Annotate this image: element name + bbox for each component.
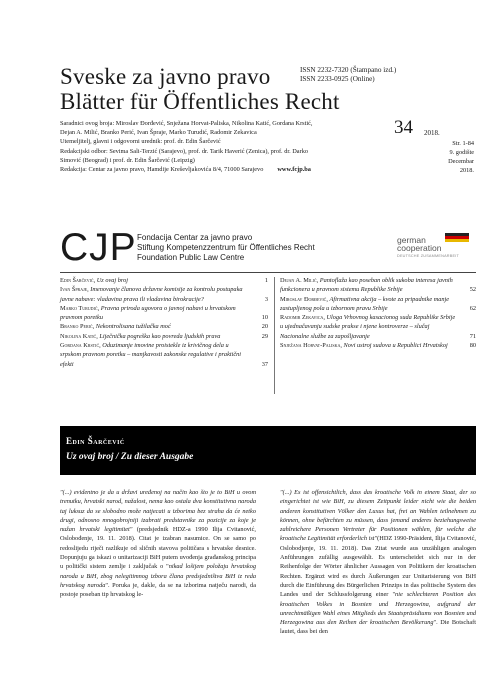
journal-title-german: Blätter für Öffentliches Recht <box>60 89 340 114</box>
address-text: Redakcija: Centar za javno pravo, Hamdije Kreševljakovića 8/4, 71000 Sarajevo <box>60 166 264 174</box>
toc-entry-text <box>60 341 250 369</box>
issn-online: ISSN 2233-0925 (Online) <box>300 75 375 83</box>
toc-page-number: 20 <box>261 323 268 331</box>
credits-line: Redakcijski odbor: Sevima Sali-Terzić (Sarajevo), prof. dr. Tarik Haverić (Zenica), prof. dr. Darko <box>60 147 308 155</box>
toc-author: Ivan Špraje, <box>60 286 89 294</box>
article-column-bosnian <box>60 488 256 600</box>
toc-page-number: 29 <box>261 332 268 340</box>
toc-title: Afirmativna akcija – kvote za pripadnike manje zastupljenog pola u izbornom pravu Srbije <box>280 295 450 312</box>
issue-volume: 9. godište <box>449 149 474 156</box>
journal-title-bosnian: Sveske za javno pravo <box>60 64 271 89</box>
toc-page-number: 1 <box>264 277 268 284</box>
banner-subtitle: Uz ovaj broj / Zu dieser Ausgabe <box>66 452 194 462</box>
toc-author: Gordana Krstić, <box>60 342 101 350</box>
toc-page-number: 52 <box>469 286 476 294</box>
partner-word-2: cooperation <box>397 243 442 253</box>
credits-line <box>60 165 432 174</box>
toc-page-number: 71 <box>469 332 476 340</box>
toc-entry-text <box>60 332 250 341</box>
toc-author: Miroslav Đorđević, <box>280 295 328 303</box>
issn-block <box>300 66 396 84</box>
foundation-names <box>137 233 315 263</box>
cjp-logo: CJP <box>60 226 137 269</box>
toc-title: Uloga Vrhovnog kasacionog suda Republike Srbije u ujednačavanju sudske prakse i njene kontroverze – slučaj Nacionalne službe za zapošljavanje <box>280 314 456 340</box>
issue-info <box>394 118 474 175</box>
opening-quote: "(...) evidentno je da u državi uređenoj na način kao što je to BiH u ovom trenutku, hrvatski narod, nažalost, nema kao ostala dva konstitutivna naroda taj luksuz da se slobodno može natjecati u izborima bez straha da će netko drugi, odnosno mnogobrojniji izabrati predstavnike za pozicije za koje je nužan hrvatski legitimitet" <box>60 489 256 534</box>
toc-title: Oduzimanje imovine proistekle iz krivičnog dela u srpskom pravnom poretku – manjkavosti zakonske regulative i praktični efekti <box>60 342 242 368</box>
toc-page-number: 3 <box>264 295 268 303</box>
toc-author: Dejan A. Milić, <box>280 277 319 284</box>
opening-quote: "(...) Es ist offensichtlich, dass das kroatische Volk in einem Staat, der so eingerichtet ist wie BiH, zu diesem Zeitpunkt leider nicht wie die beiden anderen konstitutiven Völker den Luxus hat, frei an Wahlen teilnehmen zu können, ohne befürchten zu müssen, dass jemand anderes beziehungsweise zahlreichere Personen Vertreter für Positionen wählen, für welche die kroatische Legitimität erforderlich ist" <box>280 489 476 543</box>
foundation-name-bs: Fondacija Centar za javno pravo <box>137 233 253 242</box>
credits-line: Dejan A. Milić, Branko Perić, Ivan Špraje, Marko Turudić, Radomir Zekavica <box>60 129 257 137</box>
german-cooperation-subtext: DEUTSCHE ZUSAMMENARBEIT <box>397 254 459 258</box>
foundation-name-de: Stiftung Kompetenzzentrum für Öffentliches Recht <box>137 243 315 252</box>
issue-month: Decembar <box>448 158 474 165</box>
toc-author: Nikolina Katić, <box>60 332 98 340</box>
toc-entry[interactable] <box>60 332 268 341</box>
toc-entry-text <box>280 341 458 350</box>
foundation-name-en: Foundation Public Law Centre <box>137 253 245 262</box>
inline-quote: nikad lošijem položaju hrvatskog naroda u BiH, zbog nelegitimnog izbora člana predsjedništva BiH iz reda hrvatskog naroda <box>60 563 256 589</box>
divider <box>60 272 476 273</box>
toc-page-number: 80 <box>469 342 476 350</box>
toc-left-column <box>60 276 268 369</box>
credits-line: Saradnici ovog broja: Miroslav Đorđević, Snježana Horvat-Paliska, Nikolina Katić, Gordana Krstić, <box>60 120 313 127</box>
toc-author: Snježana Horvat-Paliska, <box>280 342 342 350</box>
toc-divider <box>274 277 275 394</box>
toc-page-number: 37 <box>261 360 268 368</box>
inline-quote: nie schlechteren Position des kroatischen Volkes in Bosnien und Herzegowina, aufgrund der unrechtmäßigen Wahl eines Mitglieds des Staatspräsidiums von Bosnien und Herzegowina aus den Reihen der kroatischen Bevölkerung <box>280 591 477 627</box>
toc-page-number: 10 <box>261 314 268 322</box>
toc-entry[interactable] <box>60 276 268 285</box>
toc-right-column <box>280 276 476 350</box>
toc-entry[interactable] <box>280 295 476 314</box>
toc-title: Pantoflaža kao poseban oblik sukoba interesa javnih funkcionera u pravnom sistemu Republike Srbije <box>280 277 453 294</box>
toc-entry[interactable] <box>60 285 268 304</box>
toc-title: Imenovanje članova državne komisije za kontrolu postupaka javne nabave: vladavina prava ili vladavina birokracije? <box>60 286 243 303</box>
body-text-tail: ". Die Botschaft lautet, dass bei den <box>280 619 476 636</box>
toc-entry[interactable] <box>60 322 268 331</box>
toc-entry[interactable] <box>60 304 268 323</box>
toc-title: Liječnička pogreška kao povreda ljudskih prava <box>99 332 221 340</box>
body-text-tail: ". Poruka je, dakle, da se na izborima natječu narodi, da postoje poseban tip hrvatskog le- <box>60 581 256 599</box>
toc-author: Branko Perić, <box>60 323 95 331</box>
toc-author: Radomir Zekavica, <box>280 314 325 322</box>
editorial-banner <box>60 426 476 475</box>
issue-number: 34 <box>394 117 413 138</box>
toc-entry[interactable] <box>280 341 476 350</box>
toc-entry-text <box>280 276 458 295</box>
article-column-german <box>280 488 476 637</box>
issue-pages: Str. 1-84 <box>452 140 474 147</box>
editorial-credits <box>60 119 432 174</box>
toc-entry[interactable] <box>280 313 476 341</box>
credits-line: Utemeljitelj, glavni i odgovorni urednik: prof. dr. Edin Šarčević <box>60 138 221 146</box>
toc-entry-text <box>60 285 250 304</box>
toc-entry[interactable] <box>60 341 268 369</box>
body-text: (HDZ 1990-Präsident, Ilija Cvitanović, Oslobodjenje, 19. 11. 2018). Das Zitat wurde aus unzähligen analogen Anführungen zufällig ausgewählt. Es unterscheidet sich nur in der Reihenfolge der Wörter ähnlicher Aussagen von Politikern der kroatischen Rechten. Ergänzt wird es durch Äußerungen zur Unitarisierung von BiH durch die Einführung des Bürgerlichen Prinzips in das politische System des Landes und der Schlussfolgerung einer " <box>280 535 476 599</box>
german-cooperation-wordmark <box>397 236 441 252</box>
toc-entry[interactable] <box>280 276 476 295</box>
toc-author: Marko Turudić, <box>60 304 100 312</box>
toc-entry-text <box>60 276 250 285</box>
banner-author: Edin Šarčević <box>66 436 125 446</box>
toc-title: Nekontrolisana tužilačka moć <box>95 323 171 331</box>
credits-line: Simović (Beograd) i prof. dr. Edin Šarčević (Leipzig) <box>60 156 195 164</box>
toc-entry-text <box>60 322 250 331</box>
toc-title: Novi ustroj sudova u Republici Hrvatskoj <box>343 342 448 350</box>
partner-word-1: german <box>397 235 426 245</box>
toc-entry-text <box>60 304 250 323</box>
website-link[interactable]: www.fcjp.ba <box>277 166 311 174</box>
issue-meta <box>394 139 474 175</box>
toc-title: Pravna priroda ugovora o javnoj nabavi u hrvatskom pravnom poretku <box>60 304 236 322</box>
toc-entry-text <box>280 295 458 314</box>
issn-print: ISSN 2232-7320 (Štampano izd.) <box>300 66 397 74</box>
issue-year: 2018. <box>424 129 440 137</box>
toc-author: Edin Šarčević, <box>60 277 96 284</box>
issue-year-2: 2018. <box>459 167 474 174</box>
toc-page-number: 62 <box>469 304 476 312</box>
body-text: (predsjednik HDZ-a 1990 Ilija Cvitanović, Oslobođenje, 19. 11. 2018). Citat je izabran nasumice. On se samo po redoslijedu riječi razlikuje od sličnih stavova političara s hrvatske desnice. Dopunjuju ga iskazi o unitarizaciji BiH putem uvođenja građanskog principa u politički sistem zemlje i zaključak o " <box>60 526 256 571</box>
toc-title: Uz ovaj broj <box>96 277 129 284</box>
toc-entry-text <box>280 313 458 341</box>
